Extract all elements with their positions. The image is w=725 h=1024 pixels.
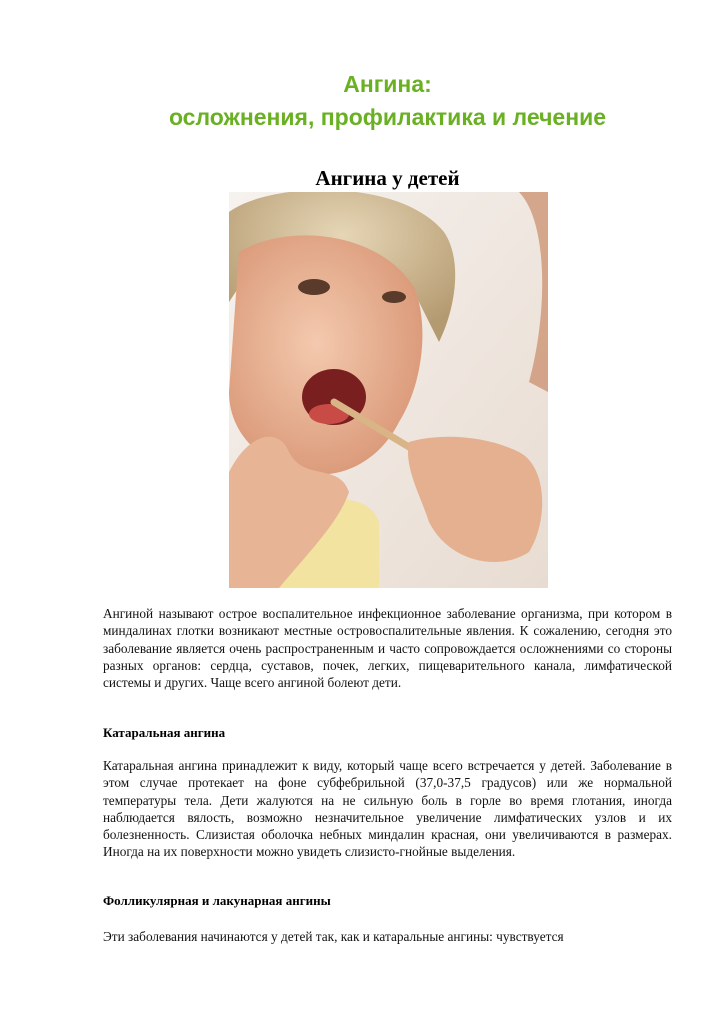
left-eye [298, 279, 330, 295]
photo-illustration [229, 192, 548, 588]
follicular-paragraph: Эти заболевания начинаются у детей так, как и катаральные ангины: чувствуется [103, 929, 564, 944]
document-title-line-2: осложнения, профилактика и лечение [168, 104, 607, 130]
catarrhal-paragraph: Катаральная ангина принадлежит к виду, который чаще всего встречается у детей. Заболевание в этом случае протекает на фоне субфебрильной (37,0-37,5 градусов) или же нормальной температуры тела. Дети жалуются на не сильную боль в горле во время глотания, иногда наблюдается вялость, возможно незначительное увеличение лимфатических узлов и их болезненность. Слизистая оболочка небных миндалин красная, они увеличиваются в размерах. Иногда на их поверхности можно увидеть слизисто-гнойные выделения. [103, 758, 672, 860]
subtitle: Ангина у детей [315, 166, 460, 190]
document-title-line-1: Ангина: [343, 71, 432, 97]
right-eye [382, 291, 406, 303]
child-throat-exam-photo [229, 192, 548, 588]
section-heading-catarrhal: Катаральная ангина [103, 725, 226, 740]
intro-paragraph: Ангиной называют острое воспалительное инфекционное заболевание организма, при котором в миндалинах глотки возникают местные островоспалительные явления. К сожалению, сегодня это заболевание является очень распространенным и часто сопровождается осложнениями со стороны разных органов: сердца, суставов, почек, легких, пищеварительного канала, лимфатической системы и других. Чаще всего ангиной болеют дети. [103, 606, 672, 691]
section-heading-follicular: Фолликулярная и лакунарная ангины [103, 893, 331, 908]
